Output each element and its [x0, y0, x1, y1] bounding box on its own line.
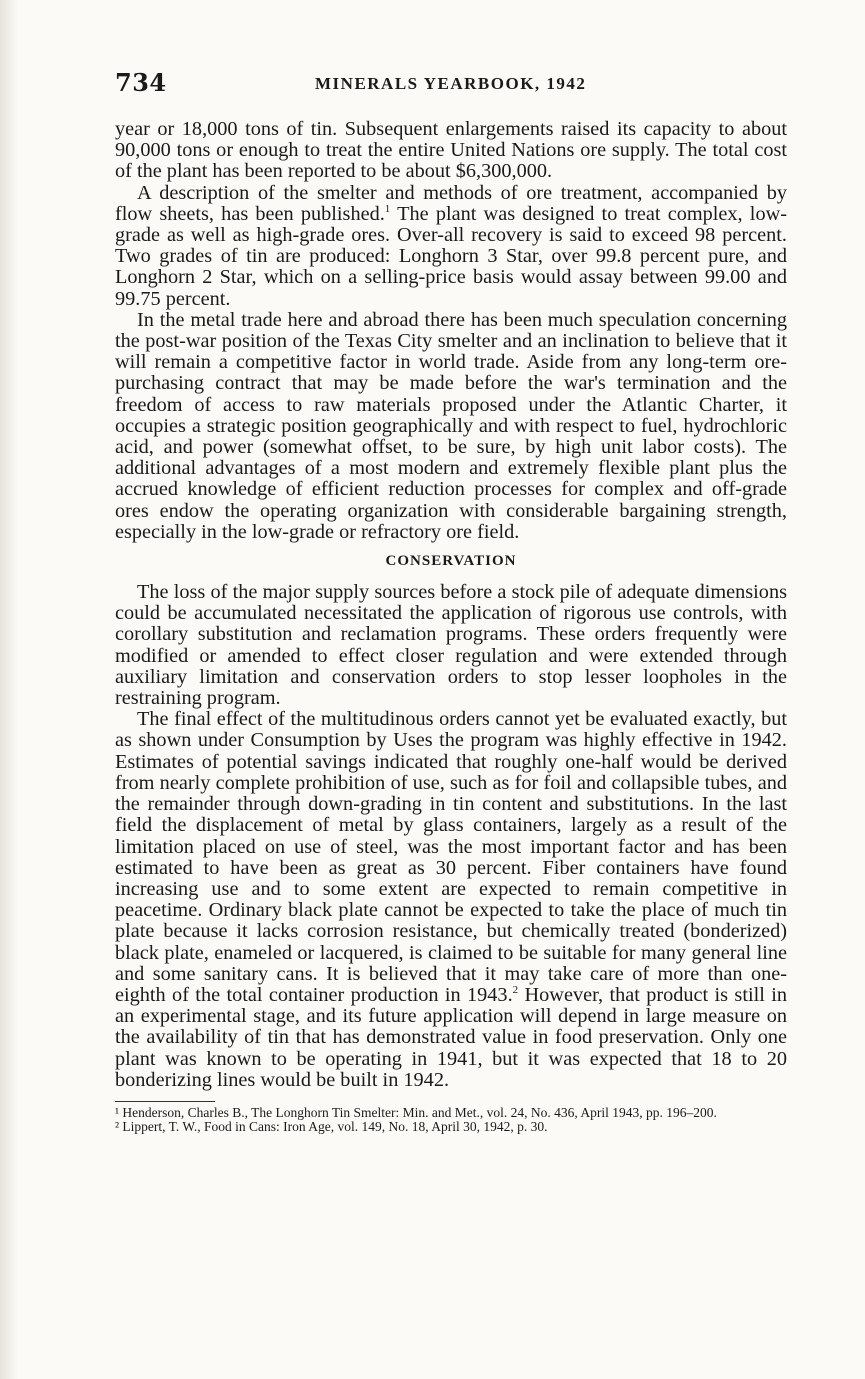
footnote-2: ² Lippert, T. W., Food in Cans: Iron Age, vol. 149, No. 18, April 30, 1942, p. 30. [115, 1118, 548, 1134]
footnotes [115, 1106, 787, 1134]
paragraph-text: However, that product is still in an experimental stage, and its future application will depend in large measure on the availability of tin that has demonstrated value in food preservation. Only one plant was known to be operating in 1941, but it was expected that 18 to 20 bonderizing lines would be built in 1942. [115, 983, 787, 1091]
footnote-divider [115, 1101, 215, 1102]
paragraph-conservation-1: The loss of the major supply sources before a stock pile of adequate dimensions could be accumulated necessitated the application of rigorous use controls, with corollary substitution and reclamation programs. These orders frequently were modified or amended to effect closer regulation and were extended through auxiliary limitation and conservation orders to stop lesser loopholes in the restraining program. [115, 581, 787, 710]
footnote-ref-1: 1 [384, 203, 391, 216]
footnote-1: ¹ Henderson, Charles B., The Longhorn Tin Smelter: Min. and Met., vol. 24, No. 436, April 1943, pp. 196–200. [115, 1104, 717, 1120]
paragraph-text: The final effect of the multitudinous orders cannot yet be evaluated exactly, but as shown under Consumption by Uses the program was highly effective in 1942. Estimates of potential savings indicated that roughly one-half would be derived from nearly complete prohibition of use, such as for foil and collapsible tubes, and the remainder through down-grading in tin content and substitutions. In the last field the displacement of metal by glass containers, largely as a result of the limitation placed on use of steel, was the most important factor and has been estimated to have been as great as 30 percent. Fiber containers have found increasing use and to some extent are expected to remain competitive in peacetime. Ordinary black plate cannot be expected to take the place of much tin plate because it lacks corrosion resistance, but chemically treated (bonderized) black plate, enameled or lacquered, is claimed to be suitable for many general line and some sanitary cans. It is believed that it may take care of more than one-eighth of the total container production in 1943. [115, 708, 787, 1006]
paragraph-conservation-2 [115, 709, 787, 1091]
page-number: 734 [115, 68, 167, 97]
paragraph-post-war: In the metal trade here and abroad there has been much speculation concerning the post-war position of the Texas City smelter and an inclination to believe that it will remain a competitive factor in world trade. Aside from any long-term ore-purchasing contract that may be made before the war's termination and the freedom of access to raw materials proposed under the Atlantic Charter, it occupies a strategic position geographically and with respect to fuel, hydrochloric acid, and power (somewhat offset, to be sure, by high unit labor costs). The additional advantages of a most modern and extremely flexible plant plus the accrued knowledge of efficient reduction processes for complex and off-grade ores endow the operating organization with considerable bargaining strength, especially in the low-grade or refractory ore field. [115, 308, 787, 543]
page-header [115, 68, 787, 104]
paragraph-text: The plant was designed to treat complex, low-grade as well as high-grade ores. Over-all recovery is said to exceed 98 percent. Two grades of tin are produced: Longhorn 3 Star, over 99.8 percent pure, and Longhorn 2 Star, which on a selling-price basis would assay between 99.00 and 99.75 percent. [115, 202, 787, 310]
running-title: MINERALS YEARBOOK, 1942 [315, 74, 587, 93]
body-text [115, 119, 787, 1134]
footnote-ref-2: 2 [512, 984, 519, 997]
section-heading-conservation: CONSERVATION [385, 553, 517, 570]
paragraph-smelter-description [115, 183, 787, 310]
paragraph-continued: year or 18,000 tons of tin. Subsequent enlargements raised its capacity to about 90,000 tons or enough to treat the entire United Nations ore supply. The total cost of the plant has been reported to be about $6,300,000. [115, 118, 787, 183]
paragraph-text: A description of the smelter and methods of ore treatment, accompanied by flow sheets, has been published. [115, 181, 787, 225]
scan-edge-shadow [0, 0, 18, 1379]
